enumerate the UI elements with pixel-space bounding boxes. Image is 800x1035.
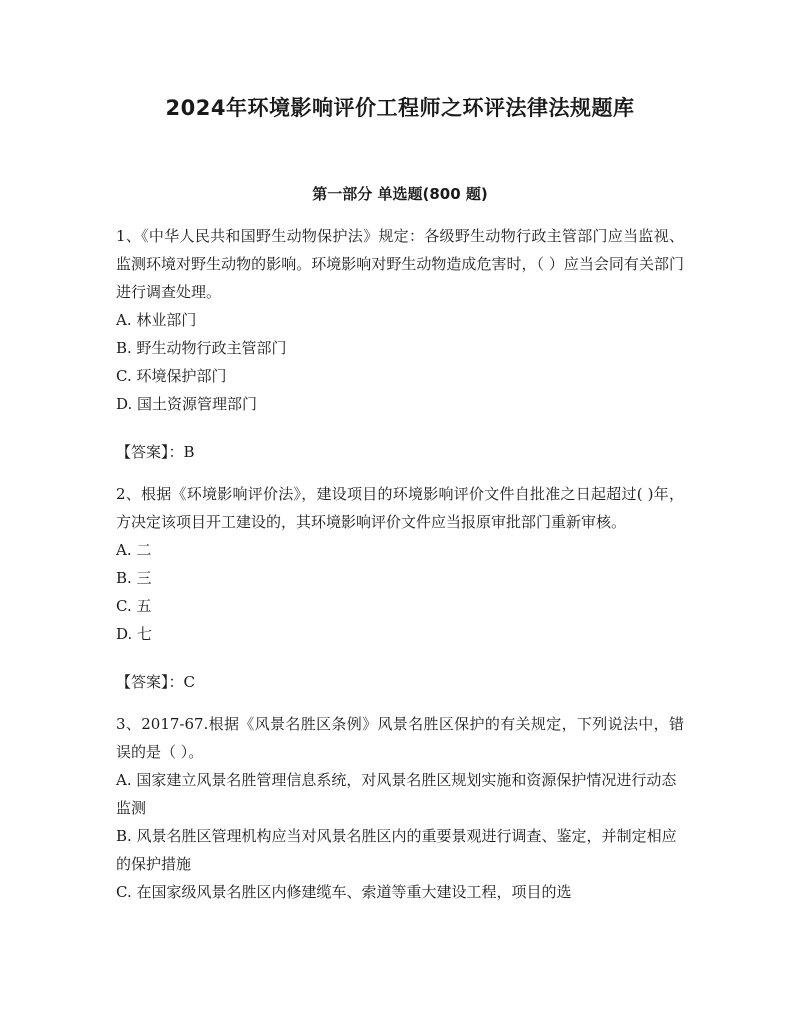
question-1 — [116, 222, 684, 466]
section-heading: 第一部分 单选题(800 题) — [312, 185, 488, 203]
answer-label: 【答案】：B — [116, 443, 195, 461]
option-a: A. 国家建立风景名胜管理信息系统，对风景名胜区规划实施和资源保护情况进行动态监测 — [116, 771, 677, 817]
question-2 — [116, 480, 684, 696]
option-b: B. 野生动物行政主管部门 — [116, 339, 287, 357]
option-c: C. 五 — [116, 597, 152, 615]
option-a: A. 林业部门 — [116, 311, 197, 329]
question-text: 3、2017-67.根据《风景名胜区条例》风景名胜区保护的有关规定，下列说法中，错误的是（ ）。 — [116, 715, 684, 761]
option-c: C. 在国家级风景名胜区内修建缆车、索道等重大建设工程，项目的选 — [116, 883, 572, 901]
question-text: 1、《中华人民共和国野生动物保护法》规定：各级野生动物行政主管部门应当监视、监测环境对野生动物的影响。环境影响对野生动物造成危害时，（ ）应当会同有关部门进行调查处理。 — [116, 227, 684, 301]
option-d: D. 国土资源管理部门 — [116, 395, 258, 413]
document-title: 2024年环境影响评价工程师之环评法律法规题库 — [165, 96, 635, 120]
option-d: D. 七 — [116, 625, 153, 643]
option-b: B. 三 — [116, 569, 152, 587]
question-text: 2、根据《环境影响评价法》，建设项目的环境影响评价文件自批准之日起超过( )年，方决定该项目开工建设的，其环境影响评价文件应当报原审批部门重新审核。 — [116, 485, 684, 531]
question-list — [116, 222, 684, 906]
option-a: A. 二 — [116, 541, 152, 559]
answer-label: 【答案】：C — [116, 673, 195, 691]
option-b: B. 风景名胜区管理机构应当对风景名胜区内的重要景观进行调查、鉴定，并制定相应的保护措施 — [116, 827, 677, 873]
question-3 — [116, 710, 684, 906]
option-c: C. 环境保护部门 — [116, 367, 227, 385]
